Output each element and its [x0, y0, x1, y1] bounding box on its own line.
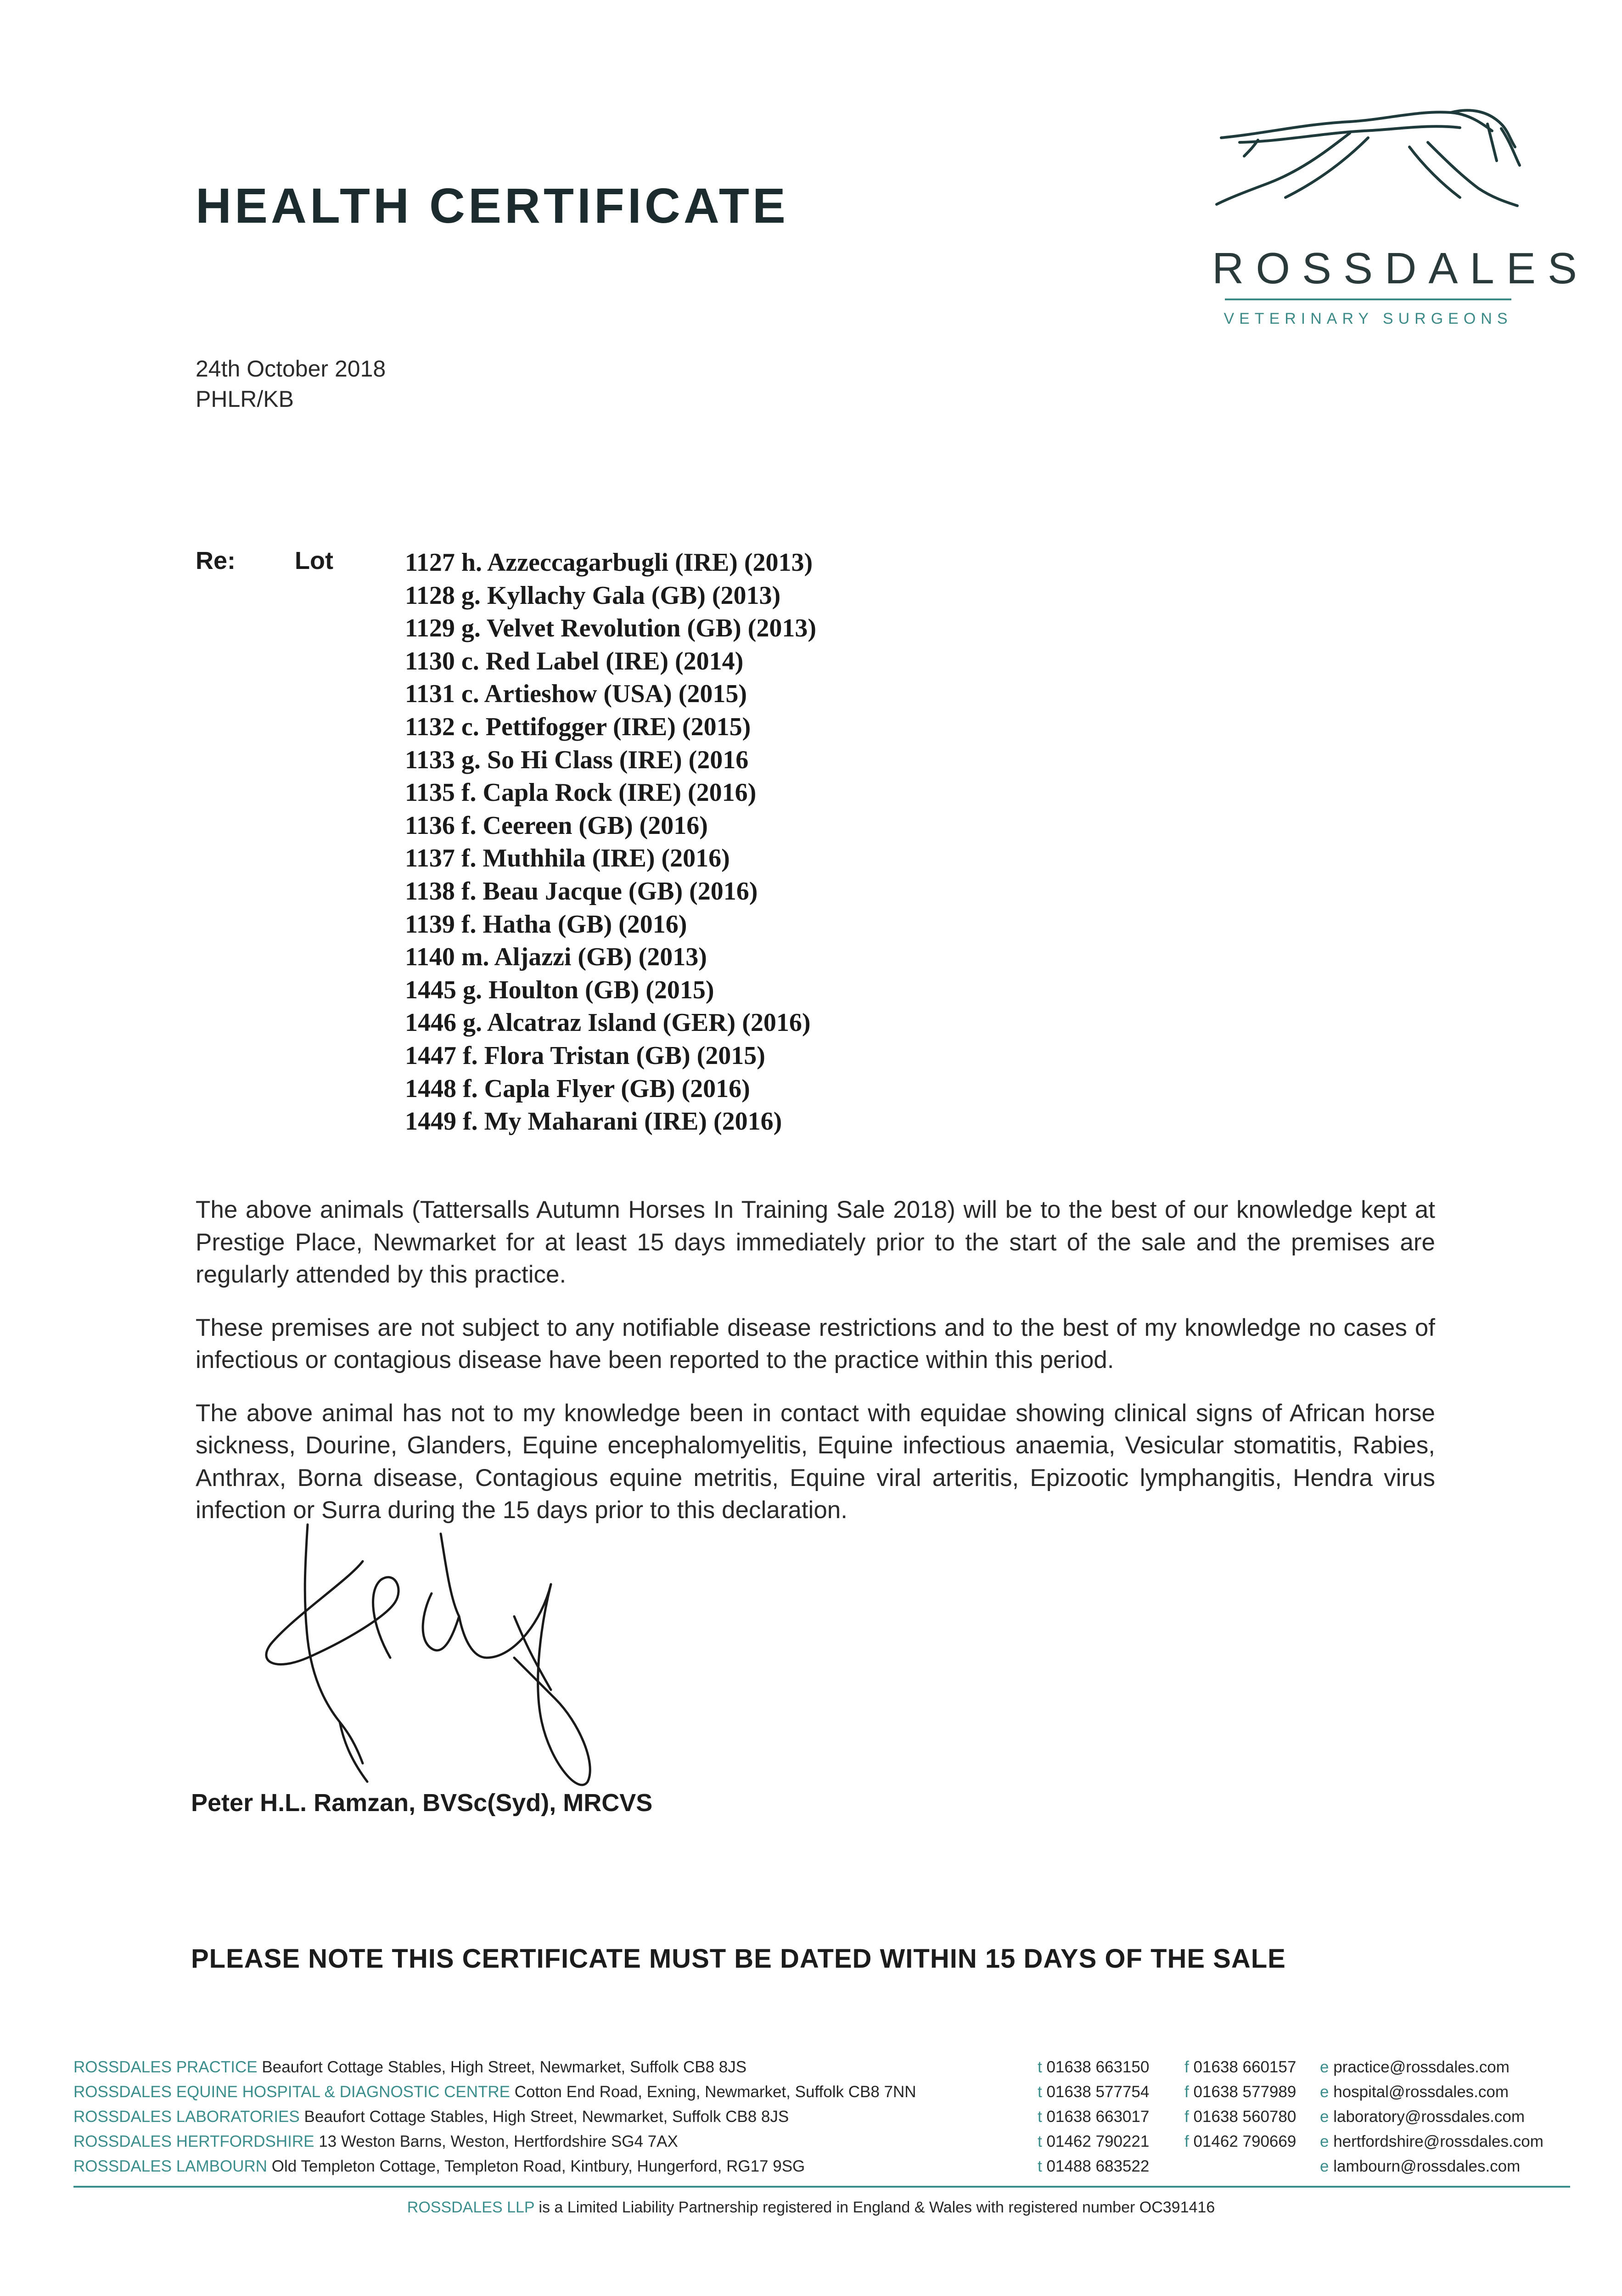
- office-address: Cotton End Road, Exning, Newmarket, Suffolk CB8 7NN: [514, 2083, 916, 2101]
- office-fax: [1184, 2080, 1296, 2105]
- body-paragraph: The above animals (Tattersalls Autumn Horses In Training Sale 2018) will be to the best of our knowledge kept at Prestige Place, Newmarket for at least 15 days immediately prior to the start of the sale and the premises are regularly attended by this practice.: [196, 1196, 1435, 1288]
- lot-item: 1138 f. Beau Jacque (GB) (2016): [405, 877, 758, 906]
- office-address: Beaufort Cottage Stables, High Street, Newmarket, Suffolk CB8 8JS: [304, 2108, 789, 2126]
- email-address[interactable]: hertfordshire@rossdales.com: [1333, 2133, 1543, 2150]
- fax-number: 01638 577989: [1193, 2083, 1296, 2101]
- legal-name: ROSSDALES LLP: [407, 2199, 534, 2216]
- lot-item: 1449 f. My Maharani (IRE) (2016): [405, 1107, 782, 1136]
- certificate-body: [196, 1194, 1435, 1548]
- tel-number: 01462 790221: [1046, 2133, 1150, 2150]
- lot-label: Lot: [295, 547, 333, 574]
- lot-item: 1130 c. Red Label (IRE) (2014): [405, 647, 744, 675]
- office-email: [1320, 2154, 1520, 2179]
- fax-number: 01638 560780: [1193, 2108, 1296, 2126]
- lot-item: 1135 f. Capla Rock (IRE) (2016): [405, 778, 757, 807]
- signer-name: Peter H.L. Ramzan, BVSc(Syd), MRCVS: [191, 1789, 653, 1817]
- lot-item: 1136 f. Ceereen (GB) (2016): [405, 811, 708, 840]
- certificate-note: PLEASE NOTE THIS CERTIFICATE MUST BE DATED WITHIN 15 DAYS OF THE SALE: [191, 1944, 1286, 1974]
- footer-row: [73, 2105, 1525, 2129]
- lot-item: 1139 f. Hatha (GB) (2016): [405, 910, 687, 939]
- document-reference: PHLR/KB: [196, 386, 294, 412]
- office-name: ROSSDALES PRACTICE: [73, 2058, 258, 2076]
- email-prefix: e: [1320, 2083, 1329, 2101]
- tel-prefix: t: [1038, 2108, 1042, 2126]
- document-meta: [196, 354, 386, 414]
- office-tel: [1038, 2080, 1149, 2105]
- tel-prefix: t: [1038, 2083, 1042, 2101]
- lot-item: 1140 m. Aljazzi (GB) (2013): [405, 943, 707, 972]
- office-tel: [1038, 2055, 1149, 2080]
- tel-number: 01488 683522: [1046, 2157, 1150, 2175]
- tel-number: 01638 663150: [1046, 2058, 1150, 2076]
- office-tel: [1038, 2129, 1149, 2154]
- fax-number: 01638 660157: [1193, 2058, 1296, 2076]
- email-prefix: e: [1320, 2108, 1329, 2126]
- footer-row: [73, 2080, 1509, 2105]
- logo-tagline: VETERINARY SURGEONS: [1224, 310, 1513, 327]
- fax-prefix: f: [1184, 2083, 1189, 2101]
- footer-row: [73, 2154, 1521, 2179]
- footer-offices: [73, 2055, 1579, 2181]
- lot-item: 1132 c. Pettifogger (IRE) (2015): [405, 712, 751, 741]
- office-name: ROSSDALES EQUINE HOSPITAL & DIAGNOSTIC CENTRE: [73, 2083, 511, 2101]
- email-address[interactable]: lambourn@rossdales.com: [1333, 2157, 1521, 2175]
- office-fax: [1184, 2055, 1296, 2080]
- lot-item: 1133 g. So Hi Class (IRE) (2016: [405, 745, 749, 774]
- office-email: [1320, 2129, 1543, 2154]
- tel-prefix: t: [1038, 2157, 1042, 2175]
- legal-notice: [0, 2199, 1622, 2217]
- rossdales-logo: [1212, 106, 1589, 335]
- fax-prefix: f: [1184, 2108, 1189, 2126]
- footer-row: [73, 2055, 1510, 2080]
- document-title: HEALTH CERTIFICATE: [196, 178, 789, 233]
- lot-item: 1137 f. Muthhila (IRE) (2016): [405, 844, 730, 873]
- office-name: ROSSDALES LAMBOURN: [73, 2157, 268, 2175]
- footer-row: [73, 2129, 1543, 2154]
- fax-prefix: f: [1184, 2133, 1189, 2150]
- fax-number: 01462 790669: [1193, 2133, 1296, 2150]
- office-tel: [1038, 2154, 1149, 2179]
- lot-item: 1127 h. Azzeccagarbugli (IRE) (2013): [405, 548, 813, 577]
- email-address[interactable]: laboratory@rossdales.com: [1333, 2108, 1525, 2126]
- fax-prefix: f: [1184, 2058, 1189, 2076]
- office-address: Old Templeton Cottage, Templeton Road, Kintbury, Hungerford, RG17 9SG: [271, 2157, 805, 2175]
- email-prefix: e: [1320, 2133, 1329, 2150]
- lot-item: 1131 c. Artieshow (USA) (2015): [405, 680, 747, 709]
- document-date: 24th October 2018: [196, 356, 386, 382]
- lot-item: 1446 g. Alcatraz Island (GER) (2016): [405, 1008, 811, 1037]
- office-address: 13 Weston Barns, Weston, Hertfordshire SG4 7AX: [319, 2133, 678, 2150]
- lot-item: 1128 g. Kyllachy Gala (GB) (2013): [405, 581, 781, 610]
- office-email: [1320, 2055, 1510, 2080]
- footer-divider: [73, 2186, 1570, 2188]
- lot-item: 1445 g. Houlton (GB) (2015): [405, 975, 714, 1004]
- logo-divider: [1225, 298, 1511, 300]
- tel-number: 01638 577754: [1046, 2083, 1150, 2101]
- tel-prefix: t: [1038, 2058, 1042, 2076]
- lot-list: [405, 546, 816, 1138]
- office-tel: [1038, 2105, 1149, 2129]
- office-address: Beaufort Cottage Stables, High Street, Newmarket, Suffolk CB8 8JS: [262, 2058, 747, 2076]
- handwritten-signature: [257, 1506, 652, 1837]
- office-email: [1320, 2080, 1509, 2105]
- body-paragraph: These premises are not subject to any notifiable disease restrictions and to the best of my knowledge no cases of infectious or contagious disease have been reported to the practice within this period.: [196, 1314, 1435, 1373]
- lot-item: 1447 f. Flora Tristan (GB) (2015): [405, 1041, 765, 1070]
- logo-name: ROSSDALES: [1212, 244, 1589, 293]
- office-email: [1320, 2105, 1525, 2129]
- lot-item: 1448 f. Capla Flyer (GB) (2016): [405, 1074, 750, 1103]
- office-name: ROSSDALES LABORATORIES: [73, 2108, 300, 2126]
- office-fax: [1184, 2105, 1296, 2129]
- email-prefix: e: [1320, 2058, 1329, 2076]
- email-prefix: e: [1320, 2157, 1329, 2175]
- email-address[interactable]: practice@rossdales.com: [1333, 2058, 1510, 2076]
- email-address[interactable]: hospital@rossdales.com: [1333, 2083, 1509, 2101]
- office-fax: [1184, 2129, 1296, 2154]
- tel-number: 01638 663017: [1046, 2108, 1150, 2126]
- lot-item: 1129 g. Velvet Revolution (GB) (2013): [405, 614, 816, 643]
- re-label: Re:: [196, 547, 236, 574]
- galloping-horse-icon: [1212, 106, 1524, 243]
- office-name: ROSSDALES HERTFORDSHIRE: [73, 2133, 314, 2150]
- legal-text: is a Limited Liability Partnership registered in England & Wales with registered number OC391416: [534, 2199, 1215, 2216]
- tel-prefix: t: [1038, 2133, 1042, 2150]
- body-paragraph: The above animal has not to my knowledge been in contact with equidae showing clinical signs of African horse sickness, Dourine, Glanders, Equine encephalomyelitis, Equine infectious anaemia, Vesicular stomatitis, Rabies, Anthrax, Borna disease, Contagious equine metritis, Equine viral arteritis, Epizootic lymphangitis, Hendra virus infection or Surra during the 15 days prior to this declaration.: [196, 1399, 1435, 1524]
